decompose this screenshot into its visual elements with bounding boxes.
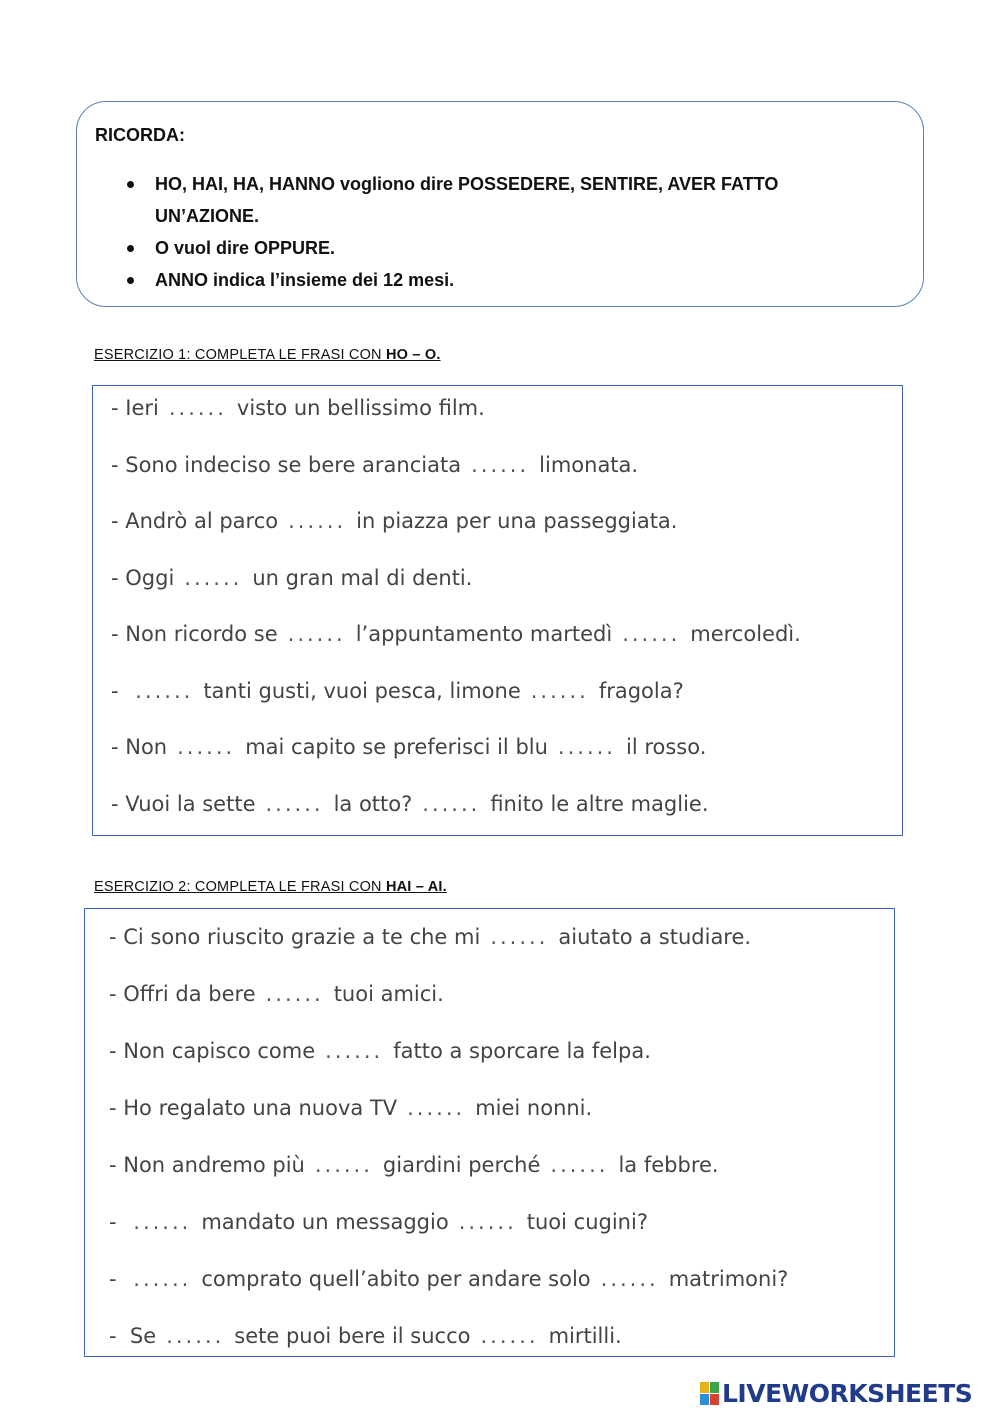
sentence-line	[111, 679, 684, 703]
sentence-text: - Offri da bere	[109, 982, 256, 1006]
ricorda-item: O vuol dire OPPURE.	[107, 232, 867, 264]
blank-field[interactable]: ......	[550, 1153, 609, 1177]
sentence-line	[111, 622, 801, 646]
bullet-icon	[127, 181, 134, 188]
blank-field[interactable]: ......	[407, 1096, 466, 1120]
sentence-text: - Vuoi la sette	[111, 791, 256, 816]
ricorda-item: HO, HAI, HA, HANNO vogliono dire POSSEDERE, SENTIRE, AVER FATTO UN’AZIONE.	[107, 168, 867, 232]
blank-field[interactable]: ......	[177, 735, 236, 759]
liveworksheets-logo: LIVEWORKSHEETS	[700, 1381, 972, 1405]
sentence-text: mandato un messaggio	[201, 1210, 449, 1234]
blank-field[interactable]: ......	[166, 1324, 225, 1348]
sentence-line	[109, 1267, 788, 1291]
blank-field[interactable]: ......	[458, 1210, 517, 1234]
blank-field[interactable]: ......	[314, 1153, 373, 1177]
sentence-line	[109, 982, 444, 1006]
sentence-text: in piazza per una passeggiata.	[356, 509, 678, 533]
sentence-line	[109, 1153, 719, 1177]
sentence-line	[109, 1210, 648, 1234]
bullet-icon	[127, 245, 134, 252]
blank-field[interactable]: ......	[530, 678, 589, 703]
blank-field[interactable]: ......	[325, 1039, 384, 1063]
sentence-text: visto un bellissimo film.	[236, 396, 485, 420]
sentence-text: - Non	[111, 735, 168, 759]
sentence-line	[109, 925, 751, 949]
sentence-text: - Non ricordo se	[111, 622, 278, 646]
blank-field[interactable]: ......	[557, 735, 616, 759]
blank-field[interactable]: ......	[265, 791, 324, 816]
sentence-line	[111, 396, 485, 420]
sentence-text: limonata.	[539, 452, 639, 477]
sentence-text: tuoi cugini?	[526, 1210, 648, 1234]
sentence-text: matrimoni?	[668, 1267, 789, 1291]
sentence-text: mercoledì.	[690, 622, 801, 646]
blank-field[interactable]: ......	[133, 1210, 192, 1234]
sentence-text: - Oggi	[111, 565, 175, 590]
sentence-text: il rosso.	[625, 735, 707, 759]
sentence-text: aiutato a studiare.	[558, 925, 752, 949]
ricorda-list	[107, 168, 867, 296]
sentence-line	[109, 1324, 622, 1348]
exercise2-box	[84, 908, 895, 1357]
sentence-line	[109, 1039, 651, 1063]
sentence-text: fatto a sporcare la felpa.	[393, 1039, 651, 1063]
sentence-text: -	[109, 1267, 124, 1291]
sentence-text: -	[111, 678, 126, 703]
sentence-text: fragola?	[598, 678, 684, 703]
blank-field[interactable]: ......	[600, 1267, 659, 1291]
exercise2-title: ESERCIZIO 2: COMPLETA LE FRASI CON HAI – AI.	[94, 879, 447, 895]
blank-field[interactable]: ......	[471, 452, 530, 477]
sentence-text: - Ieri	[111, 396, 159, 420]
logo-square	[710, 1394, 719, 1405]
logo-icon	[700, 1382, 719, 1405]
sentence-line	[109, 1096, 592, 1120]
sentence-text: comprato quell’abito per andare solo	[201, 1267, 591, 1291]
sentence-text: - Sono indeciso se bere aranciata	[111, 452, 462, 477]
sentence-text: giardini perché	[382, 1153, 541, 1177]
blank-field[interactable]: ......	[490, 925, 549, 949]
logo-square	[700, 1382, 709, 1393]
blank-field[interactable]: ......	[168, 396, 227, 420]
sentence-text: - Se	[109, 1324, 157, 1348]
exercise1-box	[92, 385, 903, 836]
sentence-line	[111, 735, 706, 759]
exercise1-title: ESERCIZIO 1: COMPLETA LE FRASI CON HO – O.	[94, 347, 441, 363]
blank-field[interactable]: ......	[135, 678, 194, 703]
sentence-text: - Non andremo più	[109, 1153, 305, 1177]
sentence-text: mai capito se preferisci il blu	[245, 735, 548, 759]
sentence-text: -	[109, 1210, 124, 1234]
bullet-icon	[127, 277, 134, 284]
sentence-text: - Ho regalato una nuova TV	[109, 1096, 398, 1120]
sentence-text: - Ci sono riuscito grazie a te che mi	[109, 925, 481, 949]
logo-square	[710, 1382, 719, 1393]
ricorda-item: ANNO indica l’insieme dei 12 mesi.	[107, 264, 867, 296]
sentence-text: finito le altre maglie.	[490, 791, 709, 816]
blank-field[interactable]: ......	[288, 509, 347, 533]
sentence-text: mirtilli.	[548, 1324, 622, 1348]
sentence-text: sete puoi bere il succo	[234, 1324, 471, 1348]
ricorda-box	[76, 101, 924, 307]
sentence-line	[111, 792, 709, 816]
blank-field[interactable]: ......	[622, 622, 681, 646]
sentence-text: miei nonni.	[475, 1096, 593, 1120]
blank-field[interactable]: ......	[480, 1324, 539, 1348]
blank-field[interactable]: ......	[265, 982, 324, 1006]
sentence-text: - Non capisco come	[109, 1039, 316, 1063]
blank-field[interactable]: ......	[184, 565, 243, 590]
sentence-text: la febbre.	[618, 1153, 719, 1177]
sentence-text: l’appuntamento martedì	[355, 622, 613, 646]
sentence-text: - Andrò al parco	[111, 509, 279, 533]
ricorda-title: RICORDA:	[95, 125, 185, 145]
sentence-text: tanti gusti, vuoi pesca, limone	[203, 678, 521, 703]
sentence-text: tuoi amici.	[333, 982, 444, 1006]
blank-field[interactable]: ......	[133, 1267, 192, 1291]
sentence-line	[111, 566, 472, 590]
blank-field[interactable]: ......	[287, 622, 346, 646]
sentence-line	[111, 453, 638, 477]
sentence-line	[111, 509, 677, 533]
blank-field[interactable]: ......	[422, 791, 481, 816]
sentence-text: un gran mal di denti.	[252, 565, 473, 590]
sentence-text: la otto?	[333, 791, 413, 816]
logo-square	[700, 1394, 709, 1405]
